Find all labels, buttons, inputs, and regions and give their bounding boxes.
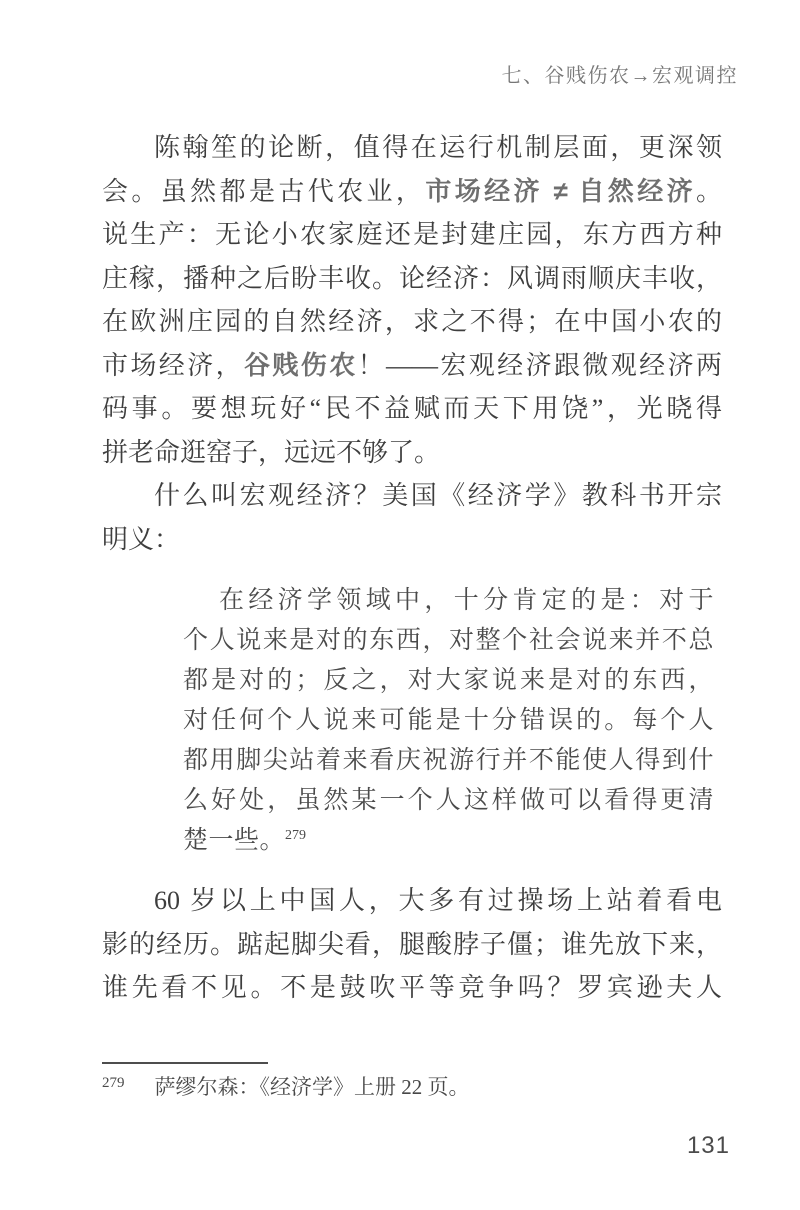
- text-segment: 明义：: [102, 524, 181, 554]
- footnote-area: [102, 1062, 722, 1101]
- text-line: [102, 879, 722, 923]
- text-line: [102, 966, 722, 1010]
- text-line: [183, 661, 714, 701]
- text-line: [102, 431, 722, 475]
- text-segment: 么好处，虽然某一个人这样做可以看得更清: [183, 787, 714, 814]
- text-segment: 都用脚尖站着来看庆祝游行并不能使人得到什: [183, 747, 714, 774]
- footnote: [102, 1073, 722, 1101]
- text-line: [183, 781, 714, 821]
- footnote-divider: [102, 1062, 268, 1064]
- text-segment: 影的经历。踮起脚尖看，腿酸脖子僵；谁先放下来，: [102, 929, 722, 959]
- text-line: [183, 581, 714, 621]
- text-segment: 会。虽然都是古代农业，: [102, 176, 426, 206]
- page-number: 131: [686, 1132, 730, 1159]
- footnote-reference: 279: [285, 828, 307, 843]
- text-line: [102, 923, 722, 967]
- paragraph-1: [102, 126, 722, 474]
- paragraph-2: [102, 474, 722, 561]
- text-line: [183, 621, 714, 661]
- paragraph-3: [102, 879, 722, 1010]
- text-segment: 个人说来是对的东西，对整个社会说来并不总: [183, 627, 714, 654]
- text-line: [102, 344, 722, 388]
- running-header: 七、谷贱伤农→宏观调控: [501, 65, 738, 87]
- bold-emphasis-text: 市场经济 ≠ 自然经济: [425, 175, 696, 206]
- text-line: [102, 170, 722, 214]
- page-body: [102, 126, 722, 1010]
- text-segment: 都是对的；反之，对大家说来是对的东西，: [183, 667, 714, 694]
- text-segment: 楚一些。: [183, 827, 286, 854]
- text-line: [183, 821, 714, 861]
- block-quote: [183, 581, 714, 861]
- text-segment: 陈翰笙的论断，值得在运行机制层面，更深领: [154, 133, 722, 162]
- text-line: [102, 300, 722, 344]
- footnote-text: 萨缪尔森：《经济学》上册 22 页。: [154, 1075, 470, 1099]
- text-line: [102, 257, 722, 301]
- text-segment: ！——宏观经济跟微观经济两: [357, 350, 722, 380]
- text-segment: 在经济学领域中，十分肯定的是：对于: [219, 587, 714, 614]
- text-segment: 60 岁以上中国人，大多有过操场上站着看电: [154, 886, 722, 915]
- text-segment: 。: [695, 176, 722, 206]
- text-line: [183, 741, 714, 781]
- text-segment: 市场经济，: [102, 350, 244, 380]
- text-line: [102, 387, 722, 431]
- text-segment: 在欧洲庄园的自然经济，求之不得；在中国小农的: [102, 307, 722, 336]
- text-segment: 说生产：无论小农家庭还是封建庄园，东方西方种: [102, 220, 722, 249]
- footnote-number: 279: [102, 1075, 125, 1091]
- text-segment: 对任何个人说来可能是十分错误的。每个人: [183, 707, 714, 734]
- text-line: [102, 126, 722, 170]
- text-line: [183, 701, 714, 741]
- text-segment: 庄稼，播种之后盼丰收。论经济：风调雨顺庆丰收，: [102, 263, 722, 293]
- text-segment: 什么叫宏观经济？美国《经济学》教科书开宗: [154, 481, 722, 510]
- text-segment: 拼老命逛窑子，远远不够了。: [102, 437, 441, 467]
- text-segment: 码事。要想玩好“民不益赋而天下用饶”，光晓得: [102, 394, 722, 423]
- text-line: [102, 474, 722, 518]
- text-line: [102, 213, 722, 257]
- bold-emphasis-text: 谷贱伤农: [244, 349, 358, 380]
- text-line: [102, 518, 722, 562]
- text-segment: 谁先看不见。不是鼓吹平等竞争吗？罗宾逊夫人: [102, 973, 722, 1002]
